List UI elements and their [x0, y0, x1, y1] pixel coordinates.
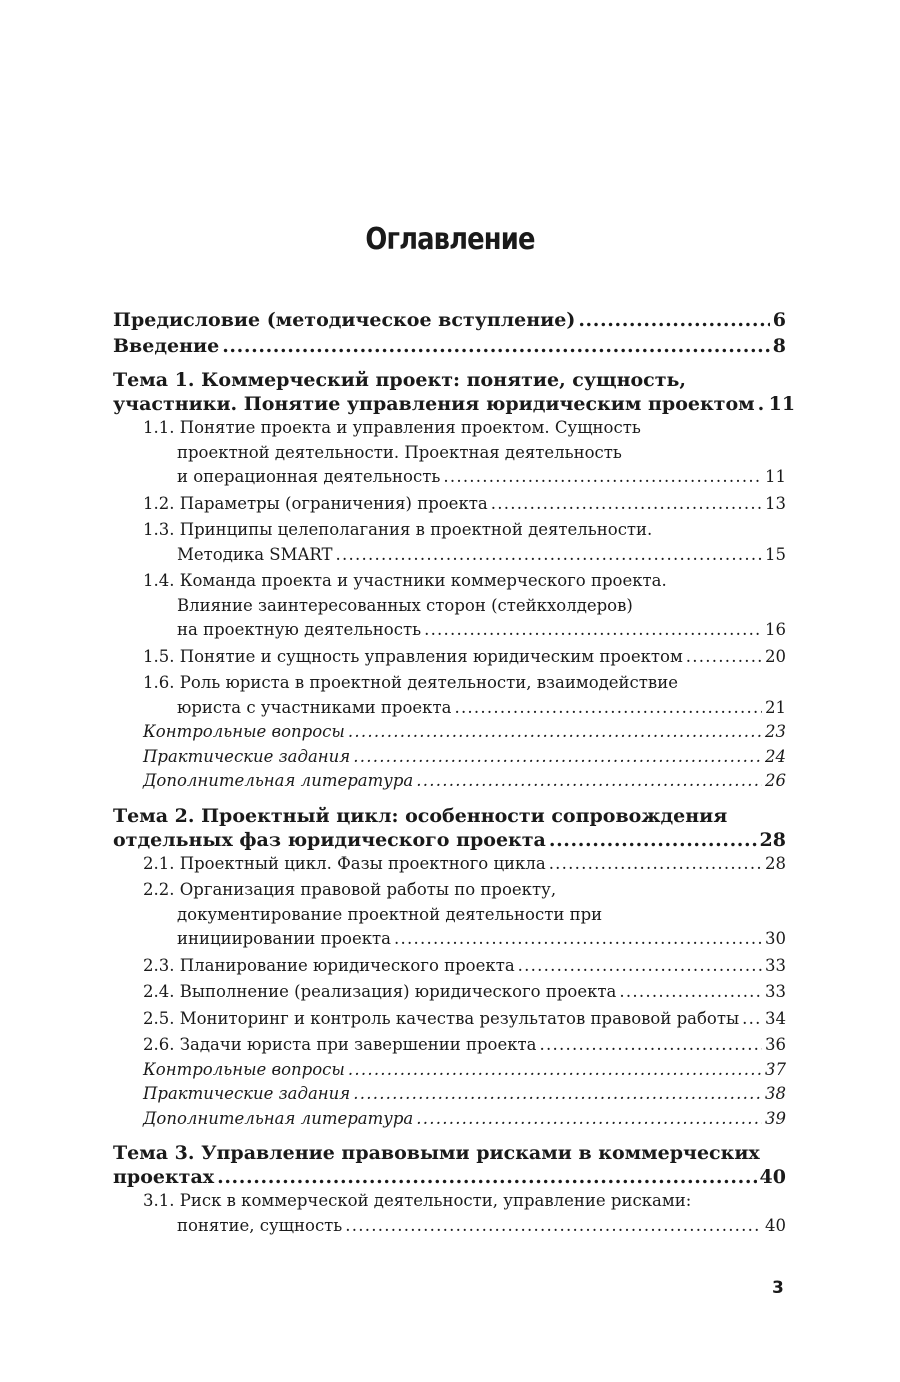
toc-page-number: 23	[765, 722, 786, 741]
toc-page-number: 15	[765, 544, 786, 564]
toc-entry-topic-2[interactable]	[113, 804, 786, 852]
toc-entry-title: отдельных фаз юридического проекта	[113, 828, 546, 851]
toc-subentry-title: 2.3. Планирование юридического проекта	[143, 955, 515, 975]
dot-leader	[222, 334, 770, 358]
dot-leader	[443, 465, 762, 490]
toc-subentry-3-1[interactable]	[113, 1189, 786, 1238]
toc-subentry-title: проектной деятельности. Проектная деятельность	[177, 442, 622, 462]
toc-page-number: 33	[765, 955, 786, 975]
toc-page-number: 11	[768, 393, 796, 415]
toc-subentry-1-3[interactable]	[113, 518, 786, 567]
dot-leader	[336, 543, 762, 568]
toc-subentry-title: 1.6. Роль юриста в проектной деятельности, взаимодействие	[143, 673, 678, 692]
toc-entry-title: Предисловие (методическое вступление)	[113, 309, 576, 331]
toc-subentry-title: 2.6. Задачи юриста при завершении проекта	[143, 1035, 537, 1054]
dot-leader	[353, 1082, 762, 1107]
toc-page-number: 16	[765, 620, 786, 639]
dot-leader	[345, 1214, 762, 1239]
toc-entry-title: участники. Понятие управления юридическим проектом	[113, 393, 755, 415]
dot-leader	[578, 308, 769, 332]
toc-page-number: 28	[759, 828, 786, 851]
toc-subentry-1-5[interactable]	[113, 645, 786, 670]
toc-subentry-title: 1.4. Команда проекта и участники коммерческого проекта.	[143, 571, 667, 590]
toc-subentry-title: Контрольные вопросы	[143, 722, 345, 741]
toc-subentry-2-2[interactable]	[113, 878, 786, 952]
toc-page-number: 38	[765, 1084, 786, 1103]
toc-subentry-title: Влияние заинтересованных сторон (стейкхолдеров)	[177, 595, 633, 615]
toc-entry-title: Тема 3. Управление правовыми рисками в коммерческих	[113, 1142, 760, 1164]
toc-subentry-2-5[interactable]	[113, 1007, 786, 1032]
toc-page-number: 24	[765, 746, 786, 766]
toc-page-number: 20	[765, 646, 786, 666]
toc-subentry-title: 1.3. Принципы целеполагания в проектной деятельности.	[143, 520, 653, 539]
toc-entry-title: проектах	[113, 1166, 215, 1188]
toc-subentry-title: Практические задания	[143, 1084, 351, 1103]
toc-subentry-title: и операционная деятельность	[177, 467, 441, 486]
toc-page-number: 11	[765, 467, 786, 486]
toc-entry-title: Введение	[113, 335, 220, 357]
toc-subentry-title: 2.1. Проектный цикл. Фазы проектного цикла	[143, 853, 546, 873]
toc-subentry-practical-tasks-1[interactable]	[113, 745, 786, 770]
toc-page-number: 30	[765, 929, 786, 948]
toc-subentry-title: 2.5. Мониторинг и контроль качества результатов правовой работы	[143, 1008, 740, 1028]
toc-subentry-2-3[interactable]	[113, 954, 786, 979]
dot-leader	[416, 1107, 762, 1132]
dot-leader	[348, 720, 762, 745]
toc-page-number: 21	[765, 697, 786, 717]
toc-subentry-practical-tasks-2[interactable]	[113, 1082, 786, 1107]
toc-page-number: 28	[765, 853, 786, 873]
toc-subentry-title: 2.4. Выполнение (реализация) юридического проекта	[143, 982, 617, 1001]
toc-page-number: 6	[772, 309, 786, 331]
dot-leader	[394, 927, 762, 952]
toc-page-number: 26	[765, 771, 786, 790]
dot-leader	[540, 1033, 762, 1058]
toc-subentry-title: Контрольные вопросы	[143, 1059, 345, 1079]
toc-subentry-title: понятие, сущность	[177, 1215, 343, 1235]
toc-subentry-title: инициировании проекта	[177, 929, 391, 948]
toc-subentry-review-questions-1[interactable]	[113, 720, 786, 745]
toc-subentry-title: на проектную деятельность	[177, 620, 422, 639]
dot-leader	[742, 1007, 762, 1032]
toc-subentry-title: юриста с участниками проекта	[177, 697, 452, 717]
toc-subentry-title: Практические задания	[143, 746, 351, 766]
page-number: 3	[772, 1278, 784, 1298]
toc-entry-preface[interactable]	[113, 308, 786, 332]
dot-leader	[619, 980, 762, 1005]
dot-leader	[549, 828, 757, 852]
toc-subentry-2-4[interactable]	[113, 980, 786, 1005]
toc-subentry-title: 1.2. Параметры (ограничения) проекта	[143, 493, 488, 513]
toc-subentry-1-6[interactable]	[113, 671, 786, 720]
dot-leader	[217, 1165, 756, 1189]
toc-page-number: 13	[765, 493, 786, 513]
dot-leader	[348, 1058, 762, 1083]
toc-subentry-title: Дополнительная литература	[143, 1108, 414, 1128]
toc-subentry-title: Дополнительная литература	[143, 771, 414, 790]
toc-page-number: 37	[765, 1059, 786, 1079]
toc-subentry-2-1[interactable]	[113, 852, 786, 877]
dot-leader	[758, 392, 766, 416]
toc-subentry-title: документирование проектной деятельности при	[177, 904, 603, 924]
toc-subentry-review-questions-2[interactable]	[113, 1058, 786, 1083]
dot-leader	[424, 618, 762, 643]
toc-subentry-1-2[interactable]	[113, 492, 786, 517]
dot-leader	[454, 696, 762, 721]
toc-subentry-title: 1.1. Понятие проекта и управления проектом. Сущность	[143, 418, 641, 437]
toc-page-number: 33	[765, 982, 786, 1001]
toc-subentry-1-4[interactable]	[113, 569, 786, 643]
toc-subentry-further-reading-1[interactable]	[113, 769, 786, 794]
toc-subentry-2-6[interactable]	[113, 1033, 786, 1058]
toc-subentry-title: 1.5. Понятие и сущность управления юридическим проектом	[143, 646, 683, 666]
table-of-contents	[113, 308, 796, 1238]
dot-leader	[353, 745, 762, 770]
toc-subentry-title: 2.2. Организация правовой работы по проекту,	[143, 880, 557, 899]
toc-entry-introduction[interactable]	[113, 334, 786, 358]
toc-page-number: 36	[765, 1035, 786, 1054]
page-title: Оглавление	[365, 222, 535, 257]
toc-subentry-1-1[interactable]	[113, 416, 786, 490]
toc-entry-topic-1[interactable]	[113, 368, 796, 416]
toc-page-number: 8	[772, 335, 786, 357]
dot-leader	[549, 852, 762, 877]
dot-leader	[491, 492, 762, 517]
toc-page-number: 40	[759, 1166, 786, 1188]
toc-entry-title: Тема 2. Проектный цикл: особенности сопровождения	[113, 804, 728, 827]
toc-entry-topic-3[interactable]	[113, 1141, 786, 1189]
dot-leader	[518, 954, 762, 979]
toc-subentry-title: Методика SMART	[177, 544, 333, 564]
toc-subentry-further-reading-2[interactable]	[113, 1107, 786, 1132]
toc-subentry-title: 3.1. Риск в коммерческой деятельности, управление рисками:	[143, 1191, 692, 1210]
toc-page-number: 39	[765, 1108, 786, 1128]
dot-leader	[686, 645, 762, 670]
dot-leader	[416, 769, 762, 794]
toc-entry-title: Тема 1. Коммерческий проект: понятие, сущность,	[113, 369, 687, 391]
toc-page-number: 34	[765, 1008, 786, 1028]
toc-page-number: 40	[765, 1215, 786, 1235]
